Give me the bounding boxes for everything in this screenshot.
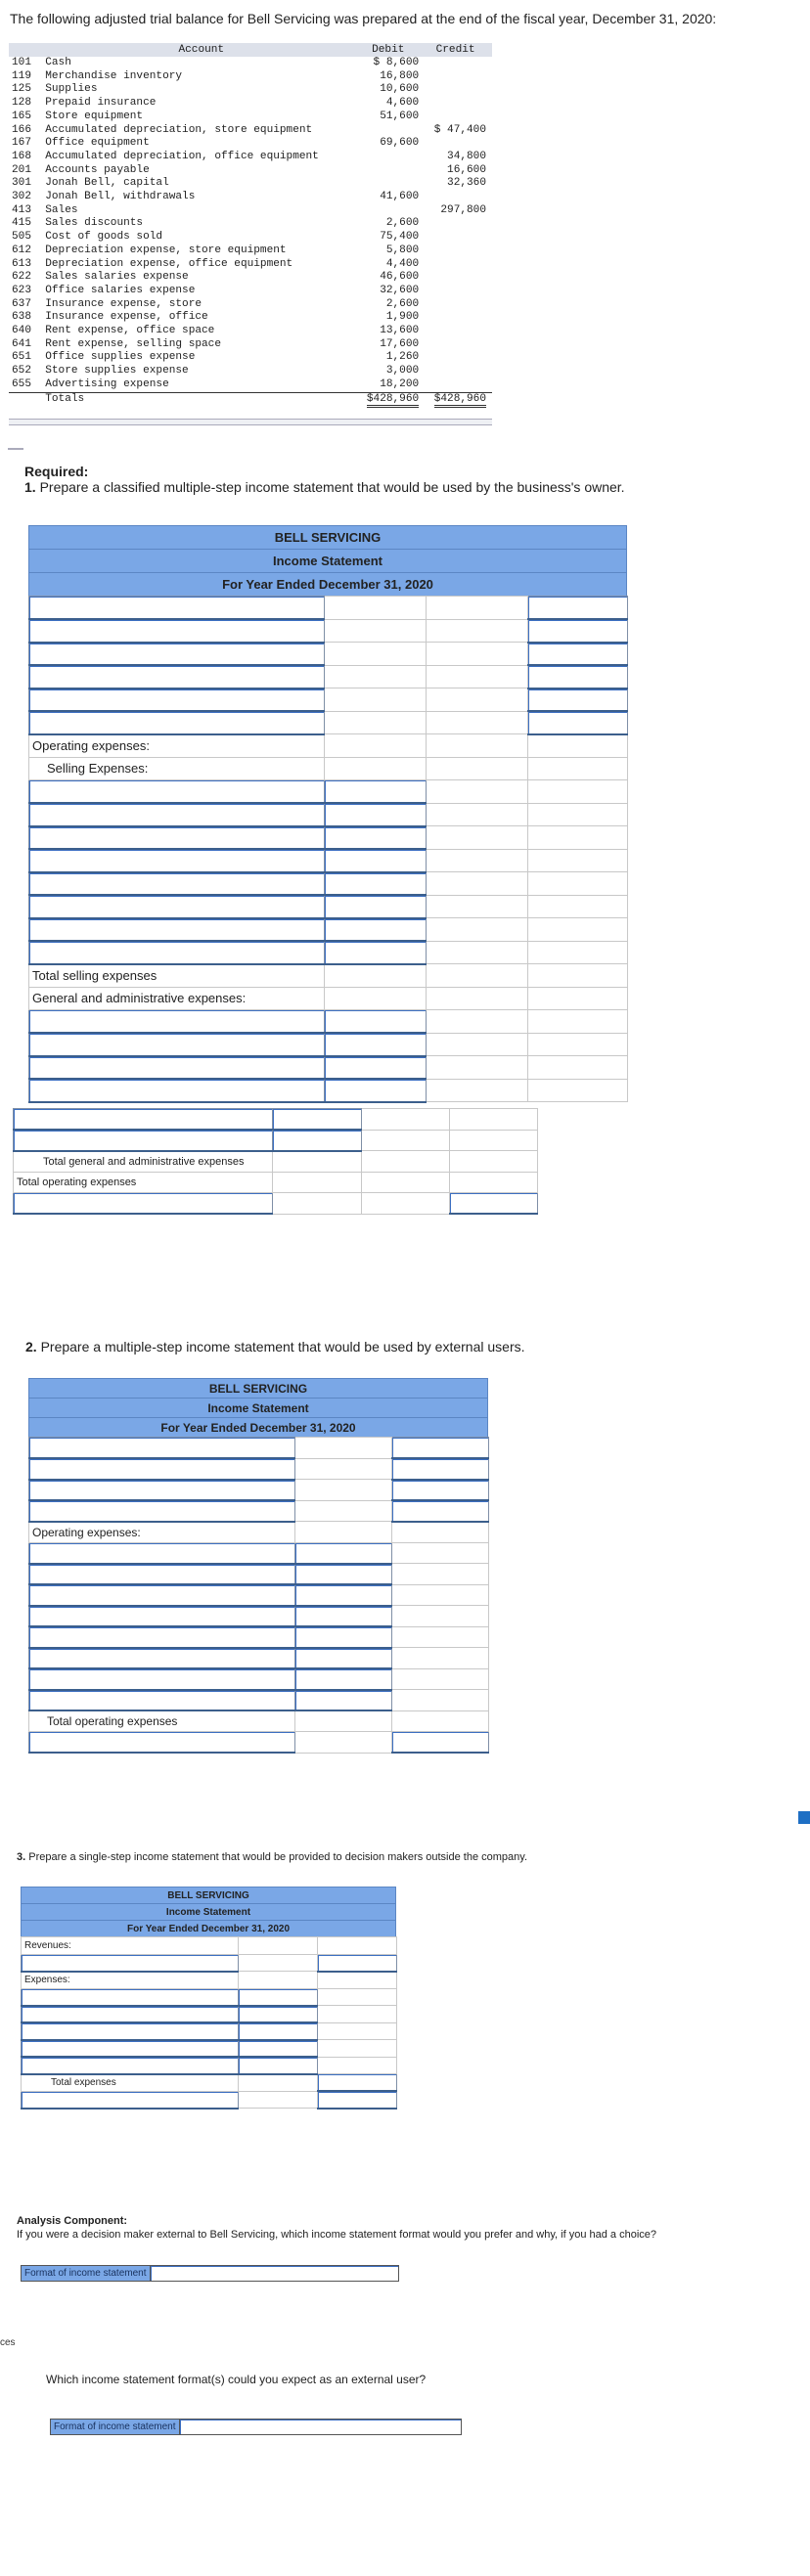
s3-title: Income Statement	[21, 1903, 396, 1921]
s1-total-gen-admin-label: Total general and administrative expenses	[14, 1151, 273, 1173]
credit-amount	[425, 271, 492, 285]
debit-amount	[357, 164, 425, 178]
s1-amount-input[interactable]	[325, 849, 427, 872]
s2-account-input[interactable]	[29, 1438, 295, 1459]
credit-amount	[425, 285, 492, 298]
s1-company: BELL SERVICING	[28, 525, 627, 550]
s3-amount-input[interactable]	[318, 2091, 397, 2109]
trial-balance-row	[9, 244, 492, 258]
debit-amount: 3,000	[385, 365, 420, 378]
s3-account-input[interactable]	[22, 1954, 239, 1972]
credit-amount	[425, 325, 492, 338]
s1-account-input[interactable]	[29, 826, 325, 850]
account-name: Jonah Bell, withdrawals	[45, 191, 196, 203]
trial-balance-row	[9, 70, 492, 84]
credit-amount: 32,360	[447, 177, 486, 190]
s1-account-input[interactable]	[29, 1010, 325, 1034]
divider-mark	[8, 448, 23, 450]
trial-balance-row	[9, 204, 492, 218]
format-select-2[interactable]	[50, 2419, 462, 2435]
debit-amount: 46,600	[380, 271, 420, 284]
account-number: 166	[12, 123, 31, 136]
s1-amount-input[interactable]	[325, 872, 427, 896]
s1-amount-input[interactable]	[450, 1193, 538, 1215]
s1-amount-input[interactable]	[528, 665, 628, 688]
credit-amount	[425, 244, 492, 258]
s2-account-input[interactable]	[29, 1542, 295, 1564]
analysis-question-2: Which income statement format(s) could you expect as an external user?	[46, 2373, 427, 2386]
s2-operating-expenses-label: Operating expenses:	[29, 1522, 295, 1543]
totals-credit-cell	[425, 392, 492, 406]
s3-expenses-label: Expenses:	[22, 1972, 239, 1989]
s3-revenues-label: Revenues:	[22, 1937, 239, 1955]
account-name: Accumulated depreciation, office equipment	[45, 150, 319, 162]
requirement-2: 2. Prepare a multiple-step income statement that would be used by external users.	[25, 1339, 525, 1355]
credit-amount	[425, 231, 492, 244]
account-number: 638	[12, 311, 31, 324]
side-scroll-marker[interactable]	[798, 1811, 810, 1824]
credit-amount	[425, 137, 492, 151]
s1-total-selling-label: Total selling expenses	[29, 964, 325, 988]
account-number: 165	[12, 110, 31, 122]
s2-amount-input[interactable]	[392, 1458, 489, 1480]
format-input-2[interactable]	[180, 2420, 462, 2434]
analysis-heading: Analysis Component:	[17, 2215, 128, 2227]
credit-amount	[425, 83, 492, 97]
s1-account-input[interactable]	[29, 665, 325, 688]
trial-balance-row	[9, 365, 492, 378]
account-number: 301	[12, 177, 31, 190]
analysis-question: If you were a decision maker external to Bell Servicing, which income statement format would you prefer and why, if you had a choice?	[17, 2229, 657, 2241]
account-name: Merchandise inventory	[45, 69, 183, 82]
s1-account-input[interactable]	[14, 1130, 273, 1151]
s3-total-expenses-label: Total expenses	[22, 2074, 239, 2092]
s2-account-input[interactable]	[29, 1458, 295, 1480]
account-number: 125	[12, 83, 31, 96]
debit-amount	[357, 177, 425, 191]
debit-amount: 4,400	[385, 257, 420, 270]
trial-balance-row	[9, 83, 492, 97]
s1-account-input[interactable]	[29, 895, 325, 918]
account-name: Insurance expense, store	[45, 297, 202, 310]
s1-amount-input[interactable]	[273, 1130, 362, 1151]
format-select-1[interactable]	[21, 2265, 399, 2282]
s3-amount-input[interactable]	[318, 1954, 397, 1972]
s1-account-input[interactable]	[29, 803, 325, 826]
account-number: 641	[12, 337, 31, 350]
account-number: 302	[12, 191, 31, 203]
totals-label: Totals	[45, 392, 357, 406]
side-text: ces	[0, 2337, 16, 2348]
s1-amount-input[interactable]	[528, 619, 628, 643]
trial-balance-row	[9, 271, 492, 285]
account-name: Jonah Bell, capital	[45, 177, 169, 190]
format-label-1: Format of income statement	[22, 2266, 151, 2281]
s2-total-operating-label: Total operating expenses	[29, 1710, 295, 1732]
debit-amount: 2,600	[385, 217, 420, 230]
s1-account-input[interactable]	[29, 619, 325, 643]
account-number: 637	[12, 297, 31, 310]
s1-amount-input[interactable]	[528, 688, 628, 712]
trial-balance-header	[9, 43, 492, 57]
debit-amount: 13,600	[380, 325, 420, 337]
debit-amount: 51,600	[380, 110, 420, 122]
s1-account-input[interactable]	[29, 688, 325, 712]
account-name: Advertising expense	[45, 378, 169, 390]
s1-amount-input[interactable]	[325, 918, 427, 942]
s1-account-input[interactable]	[29, 1079, 325, 1102]
trial-balance-row	[9, 164, 492, 178]
account-number: 640	[12, 325, 31, 337]
trial-balance-row	[9, 57, 492, 70]
s3-amount-input[interactable]	[318, 2074, 397, 2092]
s2-amount-input[interactable]	[295, 1542, 392, 1564]
s1-title: Income Statement	[28, 549, 627, 573]
credit-amount	[425, 258, 492, 272]
s2-account-input[interactable]	[29, 1564, 295, 1585]
s3-amount-input[interactable]	[239, 2057, 318, 2074]
s3-company: BELL SERVICING	[21, 1887, 396, 1904]
requirement-1: 1. Prepare a classified multiple-step income statement that would be used by the business's owner.	[24, 479, 625, 495]
trial-balance-totals-row	[9, 392, 492, 406]
account-name: Rent expense, office space	[45, 325, 215, 337]
trial-balance-row	[9, 378, 492, 392]
account-name: Prepaid insurance	[45, 97, 157, 110]
account-name: Sales discounts	[45, 217, 144, 230]
trial-balance-row	[9, 325, 492, 338]
s1-total-operating-label: Total operating expenses	[14, 1172, 273, 1193]
account-number: 655	[12, 378, 31, 390]
trial-balance-row	[9, 285, 492, 298]
account-number: 128	[12, 97, 31, 110]
s2-account-input[interactable]	[29, 1500, 295, 1522]
debit-amount: 18,200	[380, 378, 420, 390]
account-name: Store supplies expense	[45, 365, 189, 378]
credit-amount	[425, 70, 492, 84]
s1-account-input[interactable]	[29, 643, 325, 666]
trial-balance-row	[9, 298, 492, 312]
debit-amount	[357, 124, 425, 138]
debit-amount: 69,600	[380, 137, 420, 150]
s2-amount-input[interactable]	[392, 1500, 489, 1522]
totals-spacer	[9, 392, 45, 406]
s2-account-input[interactable]	[29, 1584, 295, 1606]
debit-amount: 10,600	[380, 83, 420, 96]
credit-amount: 297,800	[440, 203, 486, 216]
account-name: Cost of goods sold	[45, 231, 163, 244]
credit-amount	[425, 378, 492, 392]
credit-amount	[425, 311, 492, 325]
credit-amount	[425, 57, 492, 70]
trial-balance-row	[9, 191, 492, 204]
debit-amount: 32,600	[380, 284, 420, 296]
account-name: Depreciation expense, store equipment	[45, 244, 287, 256]
debit-amount: $ 8,600	[373, 57, 420, 68]
s1-account-input[interactable]	[29, 711, 325, 734]
account-number: 415	[12, 217, 31, 230]
debit-amount: 1,900	[385, 311, 420, 324]
credit-amount	[425, 111, 492, 124]
s1-account-input[interactable]	[29, 597, 325, 620]
credit-amount	[425, 97, 492, 111]
credit-header: Credit	[425, 43, 492, 57]
s1-account-input[interactable]	[14, 1193, 273, 1215]
s3-account-input[interactable]	[22, 2091, 239, 2109]
s1-account-input[interactable]	[29, 1033, 325, 1056]
s1-account-input[interactable]	[29, 872, 325, 896]
s2-amount-input[interactable]	[392, 1732, 489, 1754]
account-number: 613	[12, 257, 31, 270]
account-name: Depreciation expense, office equipment	[45, 257, 293, 270]
s2-company: BELL SERVICING	[28, 1378, 488, 1399]
s1-account-input[interactable]	[29, 918, 325, 942]
debit-amount: 2,600	[385, 297, 420, 310]
s2-account-input[interactable]	[29, 1606, 295, 1627]
account-name: Sales	[45, 203, 78, 216]
s2-amount-input[interactable]	[295, 1606, 392, 1627]
s2-title: Income Statement	[28, 1398, 488, 1418]
s2-account-input[interactable]	[29, 1648, 295, 1669]
format-input-1[interactable]	[151, 2266, 399, 2281]
s2-grid	[28, 1437, 489, 1754]
s1-gen-admin-label: General and administrative expenses:	[29, 987, 325, 1010]
s2-account-input[interactable]	[29, 1690, 295, 1711]
s1-amount-input[interactable]	[528, 597, 628, 620]
trial-balance-row	[9, 151, 492, 164]
s1-amount-input[interactable]	[325, 826, 427, 850]
credit-amount	[425, 338, 492, 352]
debit-amount: 17,600	[380, 337, 420, 350]
account-name: Insurance expense, office	[45, 311, 208, 324]
account-number: 119	[12, 69, 31, 82]
account-name: Office salaries expense	[45, 284, 196, 296]
account-number: 623	[12, 284, 31, 296]
account-number: 413	[12, 203, 31, 216]
debit-amount	[357, 151, 425, 164]
totals-credit: $428,960	[434, 393, 486, 408]
s1-amount-input[interactable]	[325, 803, 427, 826]
s1-amount-input[interactable]	[325, 941, 427, 964]
account-name: Sales salaries expense	[45, 271, 189, 284]
s3-account-input[interactable]	[22, 2057, 239, 2074]
debit-amount: 5,800	[385, 244, 420, 256]
account-number: 167	[12, 137, 31, 150]
totals-debit: $428,960	[367, 393, 419, 408]
s1-account-input[interactable]	[29, 780, 325, 804]
trial-balance-row	[9, 338, 492, 352]
account-number: 201	[12, 163, 31, 176]
s2-account-input[interactable]	[29, 1732, 295, 1754]
credit-amount: 34,800	[447, 150, 486, 162]
debit-amount: 16,800	[380, 69, 420, 82]
s2-amount-input[interactable]	[295, 1564, 392, 1585]
account-header: Account	[45, 43, 357, 57]
s3-amount-input[interactable]	[239, 1988, 318, 2006]
required-heading: Required:	[24, 464, 89, 479]
account-name: Cash	[45, 57, 71, 68]
account-number: 622	[12, 271, 31, 284]
s2-amount-input[interactable]	[392, 1438, 489, 1459]
s2-amount-input[interactable]	[295, 1690, 392, 1711]
s1-account-input[interactable]	[14, 1109, 273, 1131]
debit-header: Debit	[357, 43, 425, 57]
account-number: 652	[12, 365, 31, 378]
s1-account-input[interactable]	[29, 849, 325, 872]
debit-amount: 1,260	[385, 351, 420, 364]
totals-debit-cell	[357, 392, 425, 406]
debit-amount	[357, 204, 425, 218]
s3-amount-input[interactable]	[239, 2022, 318, 2040]
credit-amount	[425, 351, 492, 365]
s1-period: For Year Ended December 31, 2020	[28, 572, 627, 597]
s3-grid	[21, 1936, 397, 2110]
s1-amount-input[interactable]	[325, 1033, 427, 1056]
s2-period: For Year Ended December 31, 2020	[28, 1417, 488, 1438]
s2-amount-input[interactable]	[295, 1584, 392, 1606]
s2-amount-input[interactable]	[295, 1648, 392, 1669]
s1-amount-input[interactable]	[273, 1109, 362, 1131]
credit-amount	[425, 217, 492, 231]
trial-balance-row	[9, 137, 492, 151]
s1-amount-input[interactable]	[325, 1010, 427, 1034]
trial-balance-row	[9, 351, 492, 365]
account-name: Supplies	[45, 83, 98, 96]
debit-amount: 4,600	[385, 97, 420, 110]
s3-account-input[interactable]	[22, 2040, 239, 2058]
s1-amount-input[interactable]	[528, 643, 628, 666]
s1-operating-expenses-label: Operating expenses:	[29, 734, 325, 758]
account-number: 101	[12, 57, 31, 68]
intro-text: The following adjusted trial balance for Bell Servicing was prepared at the end of the fiscal year, December 31, 2020:	[10, 11, 717, 26]
s1-amount-input[interactable]	[325, 780, 427, 804]
account-name: Rent expense, selling space	[45, 337, 221, 350]
credit-amount	[425, 365, 492, 378]
trial-balance-row	[9, 258, 492, 272]
s2-account-input[interactable]	[29, 1480, 295, 1501]
s3-account-input[interactable]	[22, 1988, 239, 2006]
s3-account-input[interactable]	[22, 2022, 239, 2040]
s3-period: For Year Ended December 31, 2020	[21, 1920, 396, 1937]
credit-amount	[425, 298, 492, 312]
s2-account-input[interactable]	[29, 1626, 295, 1648]
account-number: 168	[12, 150, 31, 162]
trial-balance-row	[9, 97, 492, 111]
trial-balance-row	[9, 111, 492, 124]
s1-grid-bottom	[13, 1108, 538, 1215]
s2-amount-input[interactable]	[392, 1480, 489, 1501]
s1-amount-input[interactable]	[325, 895, 427, 918]
trial-balance-row	[9, 311, 492, 325]
s1-grid-top	[28, 596, 628, 1103]
trial-balance-table	[9, 43, 492, 406]
account-name: Accumulated depreciation, store equipment	[45, 123, 313, 136]
account-number: 651	[12, 351, 31, 364]
s1-account-input[interactable]	[29, 1056, 325, 1080]
s1-amount-input[interactable]	[325, 1079, 427, 1102]
trial-balance-row	[9, 124, 492, 138]
s1-account-input[interactable]	[29, 941, 325, 964]
account-number: 612	[12, 244, 31, 256]
s1-amount-input[interactable]	[528, 711, 628, 734]
s3-account-input[interactable]	[22, 2006, 239, 2023]
trial-balance-row	[9, 231, 492, 244]
s1-amount-input[interactable]	[325, 1056, 427, 1080]
account-name: Store equipment	[45, 110, 144, 122]
debit-amount: 75,400	[380, 231, 420, 244]
account-name: Accounts payable	[45, 163, 150, 176]
debit-amount: 41,600	[380, 191, 420, 203]
credit-amount: $ 47,400	[433, 123, 486, 136]
s3-amount-input[interactable]	[239, 2040, 318, 2058]
s1-selling-expenses-label: Selling Expenses:	[29, 757, 325, 780]
format-label-2: Format of income statement	[51, 2420, 180, 2434]
s2-account-input[interactable]	[29, 1668, 295, 1690]
s3-amount-input[interactable]	[239, 2006, 318, 2023]
account-name: Office equipment	[45, 137, 150, 150]
credit-amount	[425, 191, 492, 204]
trial-balance-row	[9, 217, 492, 231]
s2-amount-input[interactable]	[295, 1626, 392, 1648]
credit-amount: 16,600	[447, 163, 486, 176]
account-name: Office supplies expense	[45, 351, 196, 364]
trial-balance-scroll-bar	[9, 419, 492, 425]
trial-balance-row	[9, 177, 492, 191]
requirement-3: 3. Prepare a single-step income statement that would be provided to decision makers outside the company.	[17, 1851, 527, 1863]
account-number: 505	[12, 231, 31, 244]
s2-amount-input[interactable]	[295, 1668, 392, 1690]
